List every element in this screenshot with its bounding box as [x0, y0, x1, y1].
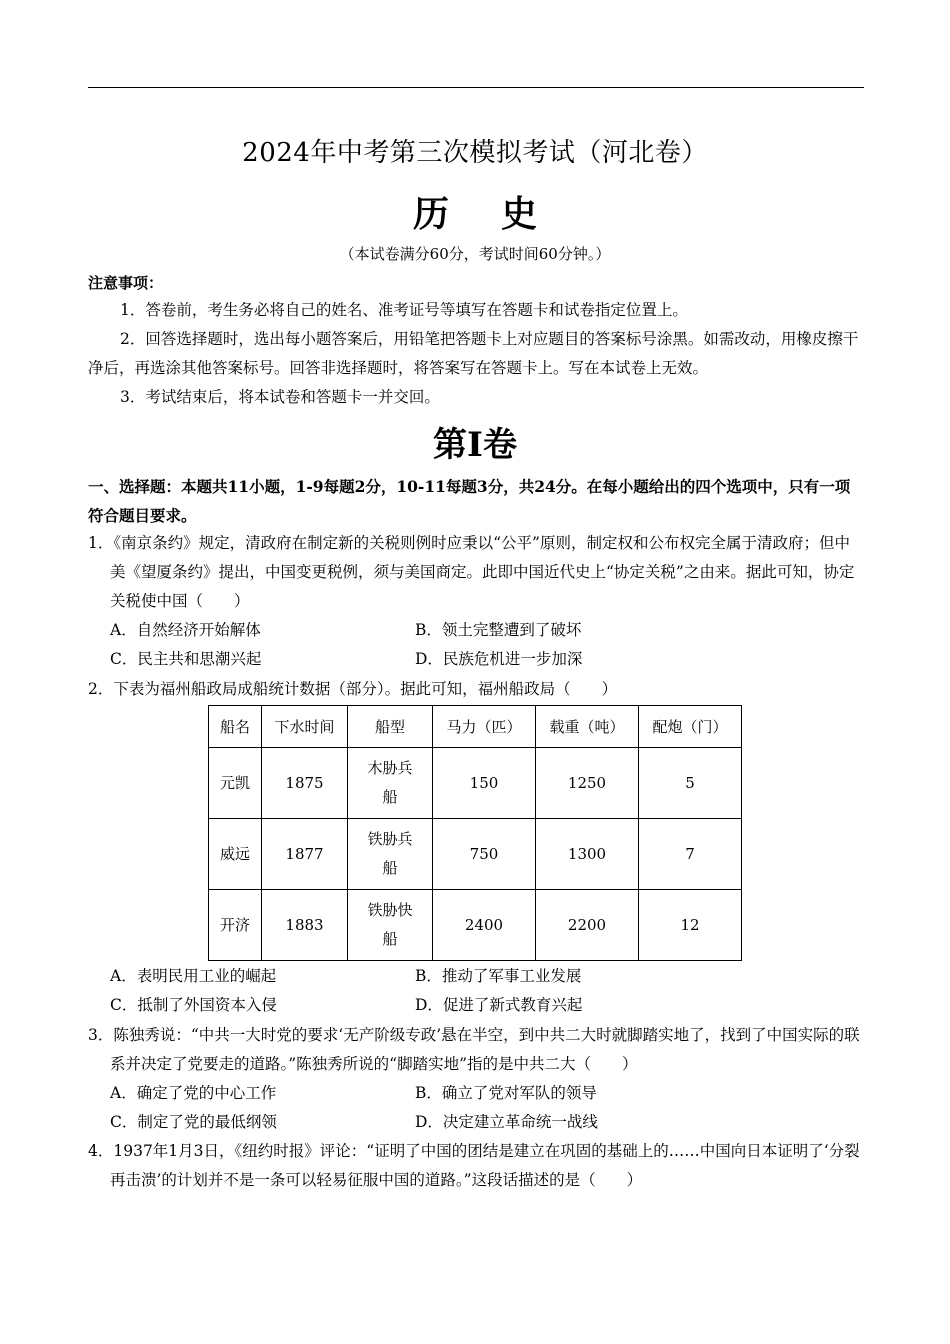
question-4	[88, 1137, 864, 1195]
notice-heading: 注意事项：	[88, 274, 164, 292]
question-2	[88, 675, 864, 704]
table-cell: 铁胁快船	[348, 890, 433, 961]
table-cell: 750	[433, 819, 536, 890]
question-1-stem: 1．《南京条约》规定，清政府在制定新的关税则例时应秉以“公平”原则，制定权和公布权完全属于清政府；但中美《望厦条约》提出，中国变更税例，须与美国商定。此即中国近代史上“协定关税”之由来。据此可知，协定关税使中国（ ）	[88, 534, 855, 610]
question-2-options-block	[88, 962, 864, 1020]
question-3-options	[88, 1079, 864, 1137]
option-a: A．确定了党的中心工作	[110, 1084, 277, 1102]
question-4-stem: 4．1937年1月3日，《纽约时报》评论：“证明了中国的团结是建立在巩固的基础上的……中国向日本证明了‘分裂再击溃’的计划并不是一条可以轻易征服中国的道路。”这段话描述的是（ ）	[88, 1142, 860, 1189]
option-d: D．促进了新式教育兴起	[415, 996, 583, 1014]
table-header-cell: 马力（匹）	[433, 706, 536, 748]
shipbuilding-table	[208, 705, 742, 961]
table-header-row	[209, 706, 742, 748]
section-instructions: 一、选择题：本题共11小题，1-9每题2分，10-11每题3分，共24分。在每小题给出的四个选项中，只有一项符合题目要求。	[88, 477, 851, 525]
time-note: （本试卷满分60分，考试时间60分钟。）	[339, 245, 611, 263]
option-b: B．领土完整遭到了破坏	[415, 621, 582, 639]
notice-list	[88, 296, 864, 412]
header-rule	[88, 87, 864, 88]
table-cell: 2200	[536, 890, 639, 961]
question-1-options	[88, 616, 864, 674]
option-c: C．抵制了外国资本入侵	[110, 996, 277, 1014]
option-a: A．表明民用工业的崛起	[110, 967, 277, 985]
question-2-options	[88, 962, 864, 1020]
volume-title: 第Ⅰ卷	[433, 425, 517, 465]
table-cell: 1300	[536, 819, 639, 890]
table-cell: 1250	[536, 748, 639, 819]
notice-item-2: 2．回答选择题时，选出每小题答案后，用铅笔把答题卡上对应题目的答案标号涂黑。如需改动，用橡皮擦干净后，再选涂其他答案标号。回答非选择题时，将答案写在答题卡上。写在本试卷上无效。	[88, 330, 859, 377]
question-2-stem: 2．下表为福州船政局成船统计数据（部分）。据此可知，福州船政局（ ）	[88, 680, 618, 698]
table-header-cell: 船名	[209, 706, 262, 748]
table-cell: 150	[433, 748, 536, 819]
subject-title	[0, 186, 950, 237]
table-cell: 7	[639, 819, 742, 890]
table-header-cell: 下水时间	[262, 706, 348, 748]
notice-item-1: 1．答卷前，考生务必将自己的姓名、准考证号等填写在答题卡和试卷指定位置上。	[120, 301, 688, 319]
table-cell: 5	[639, 748, 742, 819]
question-3	[88, 1021, 864, 1137]
table-cell: 木胁兵船	[348, 748, 433, 819]
table-cell: 1875	[262, 748, 348, 819]
option-c: C．民主共和思潮兴起	[110, 650, 262, 668]
table-row	[209, 890, 742, 961]
subject-char-1: 历	[412, 193, 449, 235]
table-header-cell: 载重（吨）	[536, 706, 639, 748]
option-b: B．确立了党对军队的领导	[415, 1084, 597, 1102]
table-cell: 12	[639, 890, 742, 961]
table-header-cell: 船型	[348, 706, 433, 748]
table-cell: 元凯	[209, 748, 262, 819]
question-3-stem: 3．陈独秀说：“中共一大时党的要求‘无产阶级专政’悬在半空，到中共二大时就脚踏实地了，找到了中国实际的联系并决定了党要走的道路。”陈独秀所说的“脚踏实地”指的是中共二大（ ）	[88, 1026, 860, 1073]
option-b: B．推动了军事工业发展	[415, 967, 582, 985]
question-1	[88, 529, 864, 674]
table-cell: 威远	[209, 819, 262, 890]
table-row	[209, 748, 742, 819]
option-d: D．决定建立革命统一战线	[415, 1113, 598, 1131]
option-a: A．自然经济开始解体	[110, 621, 261, 639]
table-header-cell: 配炮（门）	[639, 706, 742, 748]
table-row	[209, 819, 742, 890]
table-cell: 2400	[433, 890, 536, 961]
option-c: C．制定了党的最低纲领	[110, 1113, 277, 1131]
exam-title: 2024年中考第三次模拟考试（河北卷）	[242, 138, 708, 168]
option-d: D．民族危机进一步加深	[415, 650, 583, 668]
table-cell: 铁胁兵船	[348, 819, 433, 890]
table-cell: 开济	[209, 890, 262, 961]
table-cell: 1883	[262, 890, 348, 961]
subject-char-2: 史	[501, 193, 538, 235]
table-cell: 1877	[262, 819, 348, 890]
notice-item-3: 3．考试结束后，将本试卷和答题卡一并交回。	[120, 388, 440, 406]
